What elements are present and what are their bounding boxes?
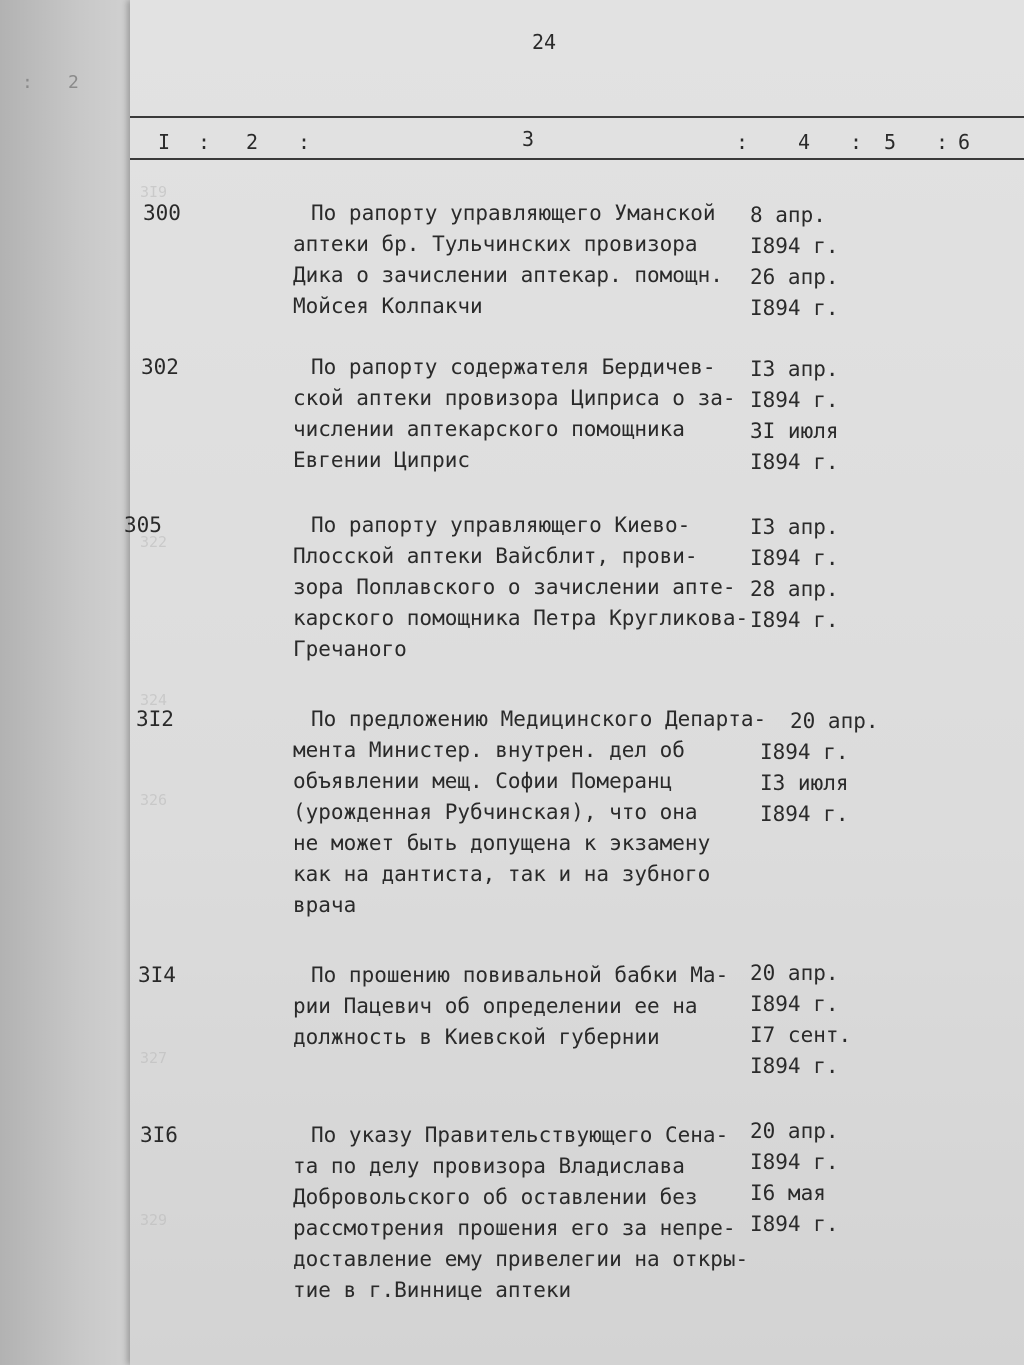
- column-header: 4: [798, 130, 813, 154]
- entry-number: 300: [143, 201, 181, 225]
- column-header: 5: [884, 130, 899, 154]
- date-line: I894 г.: [750, 1212, 839, 1236]
- column-separator: :: [736, 130, 751, 154]
- show-through: 329: [140, 1211, 168, 1229]
- date-line: I7 сент.: [750, 1023, 852, 1047]
- entry-description: [293, 510, 753, 665]
- date-line: I894 г.: [750, 992, 839, 1016]
- description-line: должность в Киевской губернии: [293, 1025, 660, 1049]
- column-separator: :: [298, 130, 313, 154]
- entry-number: 305: [124, 513, 162, 537]
- date-line: I894 г.: [760, 802, 849, 826]
- entry-dates: [750, 512, 880, 636]
- description-line: По рапорту содержателя Бердичев-: [311, 355, 716, 379]
- previous-page-edge: [0, 0, 135, 1365]
- date-line: I894 г.: [750, 1150, 839, 1174]
- description-line: Дика о зачислении аптекар. помощн.: [293, 263, 723, 287]
- description-line: рии Пацевич об определении ее на: [293, 994, 698, 1018]
- column-separator: :: [936, 130, 951, 154]
- description-line: тие в г.Виннице аптеки: [293, 1278, 572, 1302]
- description-line: (урожденная Рубчинская), что она: [293, 800, 698, 824]
- description-line: числении аптекарского помощника: [293, 417, 685, 441]
- entry-description: [293, 704, 767, 921]
- description-line: Плосской аптеки Вайсблит, прови-: [293, 544, 698, 568]
- description-line: По рапорту управляющего Уманской: [311, 201, 716, 225]
- date-line: I894 г.: [750, 450, 839, 474]
- show-through: 327: [140, 1049, 168, 1067]
- column-separator: :: [198, 130, 213, 154]
- entry-dates: [750, 354, 880, 478]
- column-header: 2: [246, 130, 261, 154]
- date-line: I894 г.: [750, 388, 839, 412]
- description-line: зора Поплавского о зачислении апте-: [293, 575, 736, 599]
- description-line: Евгении Циприс: [293, 448, 471, 472]
- date-line: 8 апр.: [750, 203, 826, 227]
- show-through: 3I9: [140, 183, 168, 201]
- date-line: I894 г.: [760, 740, 849, 764]
- page-number: 24: [532, 30, 557, 54]
- description-line: Добровольского об оставлении без: [293, 1185, 698, 1209]
- entry-number: 3I6: [140, 1123, 178, 1147]
- description-line: не может быть допущена к экзамену: [293, 831, 711, 855]
- description-line: доставление ему привелегии на откры-: [293, 1247, 749, 1271]
- description-line: аптеки бр. Тульчинских провизора: [293, 232, 698, 256]
- entry-dates: [750, 200, 880, 324]
- date-line: I894 г.: [750, 546, 839, 570]
- description-line: карского помощника Петра Кругликова-: [293, 606, 749, 630]
- description-line: мента Министер. внутрен. дел об: [293, 738, 685, 762]
- date-line: I6 мая: [750, 1181, 826, 1205]
- entry-number: 3I2: [136, 707, 174, 731]
- date-line: I894 г.: [750, 608, 839, 632]
- header-rule-top: [130, 116, 1024, 118]
- description-line: По предложению Медицинского Департа-: [311, 707, 767, 731]
- date-line: I894 г.: [750, 234, 839, 258]
- date-line: I894 г.: [750, 296, 839, 320]
- description-line: Гречаного: [293, 637, 407, 661]
- date-line: I3 июля: [760, 771, 849, 795]
- column-separator: :: [850, 130, 865, 154]
- date-line: 20 апр.: [750, 961, 839, 985]
- description-line: врача: [293, 893, 357, 917]
- date-line: 28 апр.: [750, 577, 839, 601]
- entry-number: 302: [141, 355, 179, 379]
- date-line: 26 апр.: [750, 265, 839, 289]
- header-rule-bottom: [130, 158, 1024, 160]
- entry-description: [293, 1120, 753, 1306]
- entry-dates: [750, 958, 880, 1082]
- description-line: По рапорту управляющего Киево-: [311, 513, 691, 537]
- entry-description: [293, 198, 753, 322]
- description-line: По прошению повивальной бабки Ма-: [311, 963, 729, 987]
- description-line: та по делу провизора Владислава: [293, 1154, 685, 1178]
- date-line: I3 апр.: [750, 515, 839, 539]
- date-line: 3I июля: [750, 419, 839, 443]
- bleed-mark: :: [22, 72, 33, 93]
- description-line: По указу Правительствующего Сена-: [311, 1123, 729, 1147]
- bleed-mark: 2: [68, 72, 79, 93]
- description-line: объявлении мещ. Софии Померанц: [293, 769, 673, 793]
- description-line: как на дантиста, так и на зубного: [293, 862, 711, 886]
- column-header: 3: [522, 127, 537, 151]
- entry-dates: [760, 706, 890, 830]
- date-line: I3 апр.: [750, 357, 839, 381]
- column-header: I: [158, 130, 173, 154]
- show-through: 322: [140, 533, 168, 551]
- show-through: 326: [140, 791, 168, 809]
- date-line: 20 апр.: [750, 1119, 839, 1143]
- entry-dates: [750, 1116, 880, 1240]
- show-through: 324: [140, 691, 168, 709]
- date-line: 20 апр.: [790, 709, 879, 733]
- column-header: 6: [958, 130, 973, 154]
- entry-description: [293, 352, 753, 476]
- entry-number: 3I4: [138, 963, 176, 987]
- description-line: ской аптеки провизора Циприса о за-: [293, 386, 736, 410]
- description-line: Мойсея Колпакчи: [293, 294, 483, 318]
- entry-description: [293, 960, 753, 1053]
- description-line: рассмотрения прошения его за непре-: [293, 1216, 736, 1240]
- date-line: I894 г.: [750, 1054, 839, 1078]
